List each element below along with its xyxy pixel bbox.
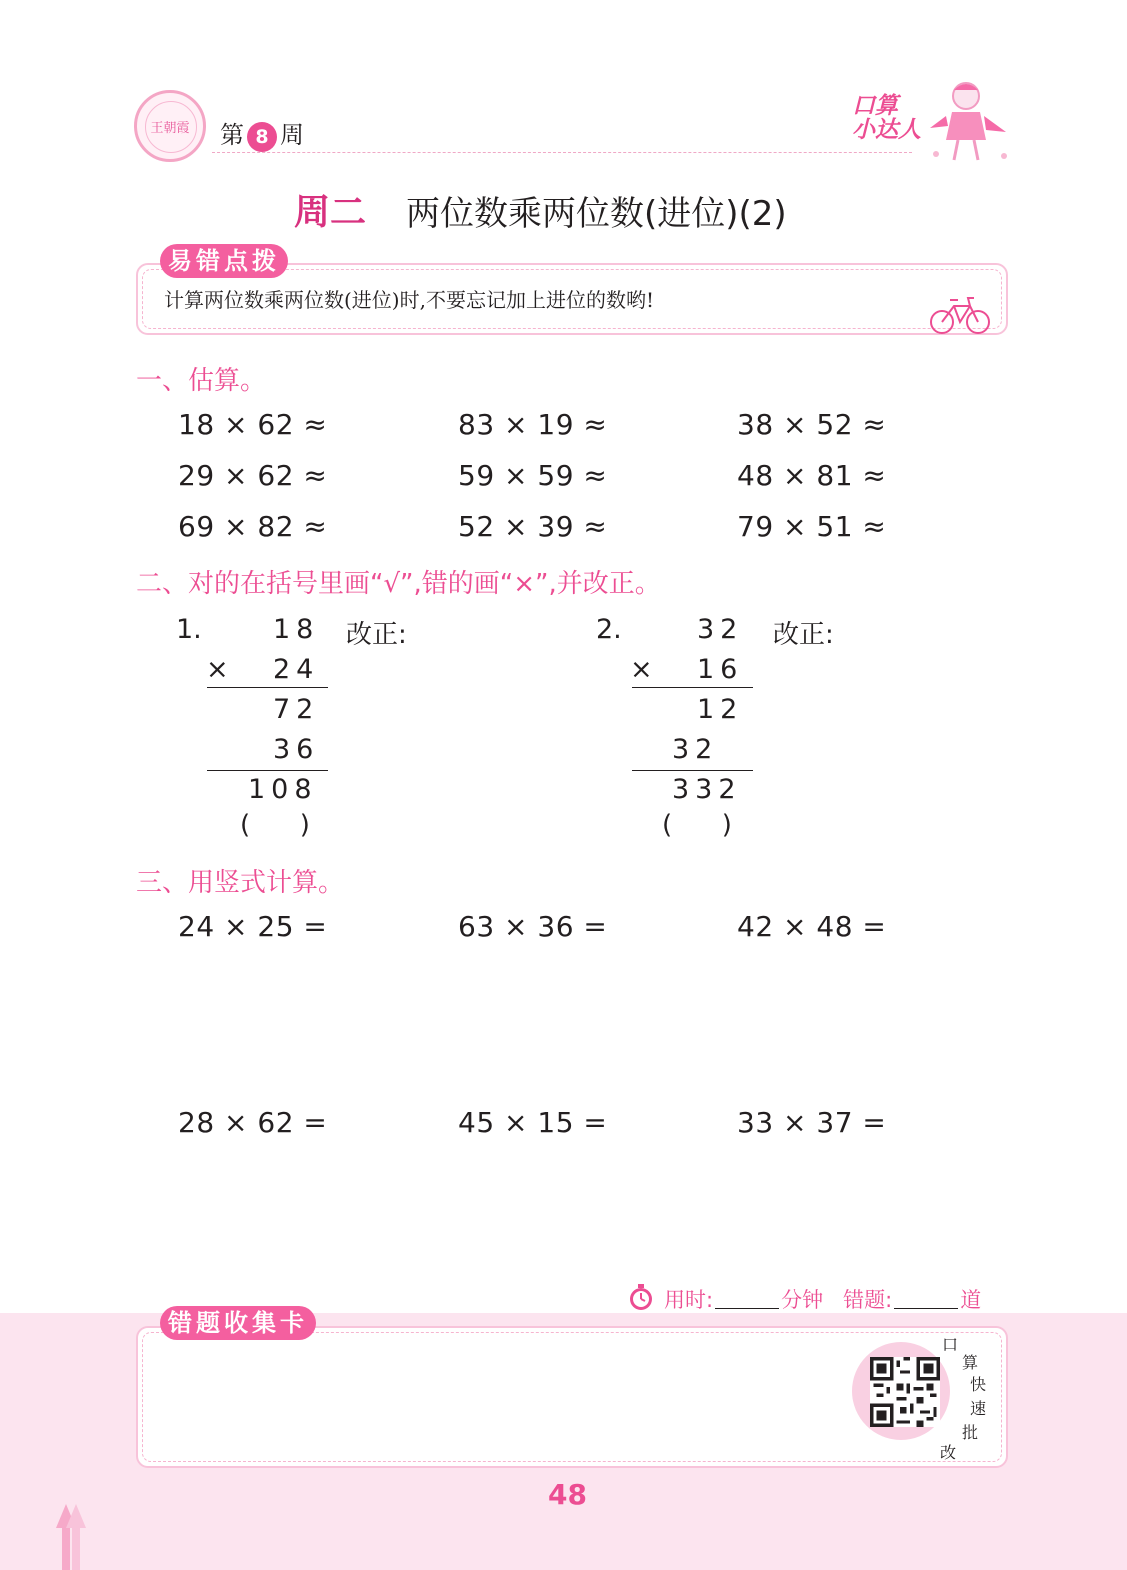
estimate-problem: 29 × 62 ≈ xyxy=(178,459,328,492)
item1-line-1 xyxy=(207,687,328,688)
up-arrow-icon xyxy=(54,1500,88,1570)
vertical-calc-problem: 45 × 15 = xyxy=(458,1106,608,1139)
logo-seal-icon xyxy=(134,90,206,162)
estimate-problem: 79 × 51 ≈ xyxy=(737,510,887,543)
tip-badge: 易错点拨 xyxy=(160,244,288,278)
item1-index: 1. xyxy=(176,614,202,645)
item2-line-1 xyxy=(632,687,753,688)
brand-logo xyxy=(852,94,921,142)
qr-label: 改 xyxy=(940,1443,957,1462)
time-blank[interactable] xyxy=(715,1290,779,1309)
qr-label: 速 xyxy=(970,1399,987,1418)
qr-label: 批 xyxy=(962,1423,979,1442)
vertical-calc-problem: 33 × 37 = xyxy=(737,1106,887,1139)
week-suffix: 周 xyxy=(280,121,304,149)
item1-partial-2: 36 xyxy=(273,734,320,765)
stopwatch-icon xyxy=(626,1282,656,1312)
section2-heading: 二、对的在括号里画“√”,错的画“×”,并改正。 xyxy=(136,569,661,599)
estimate-problem: 83 × 19 ≈ xyxy=(458,408,608,441)
estimate-problem: 38 × 52 ≈ xyxy=(737,408,887,441)
estimate-problem: 48 × 81 ≈ xyxy=(737,459,887,492)
tip-text: 计算两位数乘两位数(进位)时,不要忘记加上进位的数哟! xyxy=(164,288,654,312)
item1-multiplicand: 18 xyxy=(273,614,320,645)
item2-index: 2. xyxy=(596,614,622,645)
item2-line-2 xyxy=(632,770,753,771)
time-unit: 分钟 xyxy=(781,1288,824,1312)
section1-heading: 一、估算。 xyxy=(136,366,267,396)
item1-result: 108 xyxy=(248,774,318,805)
qr-label: 算 xyxy=(962,1353,979,1372)
qr-code-icon[interactable] xyxy=(870,1357,940,1427)
card-badge: 错题收集卡 xyxy=(160,1306,316,1340)
item2-answer-paren[interactable]: ( ) xyxy=(662,810,732,840)
item1-sign: × xyxy=(206,654,235,685)
item2-correction-label: 改正: xyxy=(773,620,834,650)
week-label xyxy=(220,115,304,152)
time-errors-record xyxy=(664,1284,981,1314)
qr-label: 快 xyxy=(970,1375,987,1394)
errors-blank[interactable] xyxy=(894,1290,958,1309)
item1-multiplier: 24 xyxy=(273,654,320,685)
estimate-problem: 52 × 39 ≈ xyxy=(458,510,608,543)
week-prefix: 第 xyxy=(220,121,244,149)
header-divider xyxy=(212,152,912,153)
item2-partial-2: 32 xyxy=(672,734,719,765)
time-label: 用时: xyxy=(664,1288,714,1312)
vertical-calc-problem: 28 × 62 = xyxy=(178,1106,328,1139)
item1-partial-1: 72 xyxy=(273,694,320,725)
item2-result: 332 xyxy=(672,774,742,805)
bicycle-icon xyxy=(928,292,992,336)
errors-label: 错题: xyxy=(843,1288,893,1312)
estimate-problem: 59 × 59 ≈ xyxy=(458,459,608,492)
section3-heading: 三、用竖式计算。 xyxy=(136,868,345,898)
estimate-problem: 18 × 62 ≈ xyxy=(178,408,328,441)
item2-multiplier: 16 xyxy=(697,654,744,685)
mascot-icon xyxy=(926,76,1016,168)
vertical-calc-problem: 42 × 48 = xyxy=(737,910,887,943)
vertical-calc-problem: 63 × 36 = xyxy=(458,910,608,943)
qr-label: 口 xyxy=(942,1335,959,1354)
item1-answer-paren[interactable]: ( ) xyxy=(240,810,310,840)
brand-line-2: 小达人 xyxy=(852,117,921,143)
day-title: 周二 xyxy=(294,192,367,233)
estimate-problem: 69 × 82 ≈ xyxy=(178,510,328,543)
logo-text: 王朝霞 xyxy=(150,121,190,136)
item2-sign: × xyxy=(630,654,659,685)
brand-line-1: 口算 xyxy=(852,93,898,119)
item1-correction-label: 改正: xyxy=(346,620,407,650)
item2-partial-1: 12 xyxy=(697,694,744,725)
topic-title: 两位数乘两位数(进位)(2) xyxy=(406,194,787,234)
page-number: 48 xyxy=(548,1478,587,1511)
errors-unit: 道 xyxy=(960,1288,982,1312)
item2-multiplicand: 32 xyxy=(697,614,744,645)
item1-line-2 xyxy=(207,770,328,771)
vertical-calc-problem: 24 × 25 = xyxy=(178,910,328,943)
week-number-badge: 8 xyxy=(247,122,277,152)
